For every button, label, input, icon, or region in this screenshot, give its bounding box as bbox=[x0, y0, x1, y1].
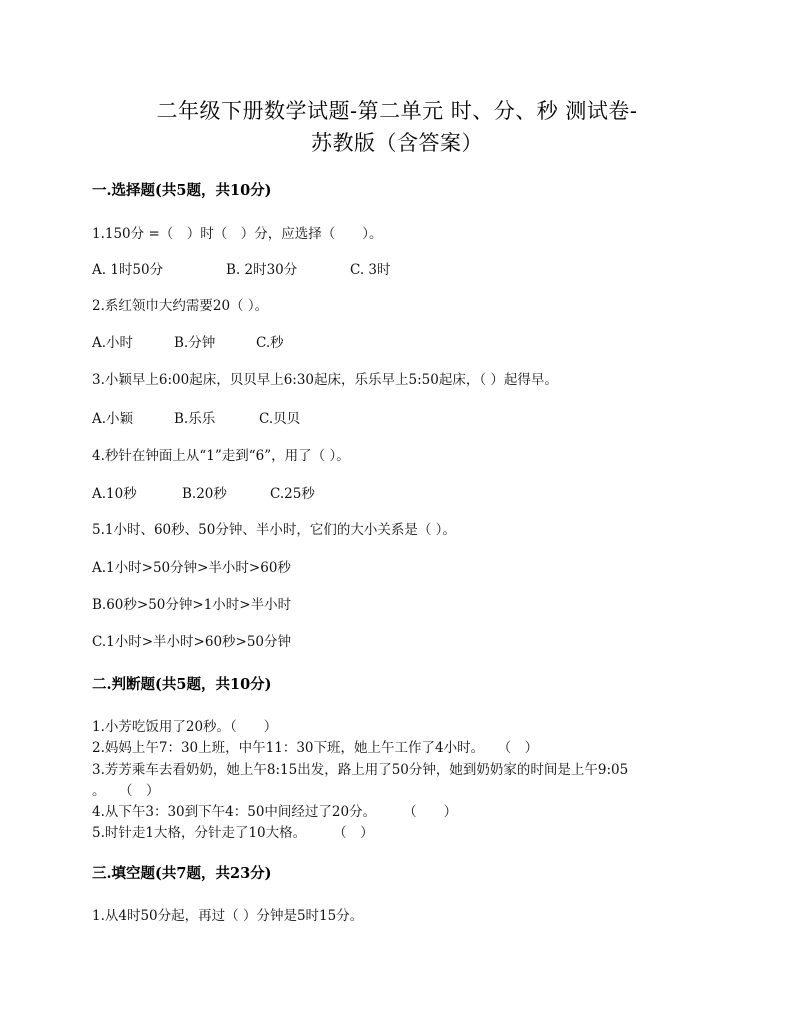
choice-question-5: 5.1小时、60秒、50分钟、半小时，它们的大小关系是（ ）。 bbox=[92, 522, 456, 538]
choice-option-2a: A.小时 bbox=[92, 335, 134, 351]
choice-option-4a: A.10秒 bbox=[92, 486, 137, 502]
choice-option-5c: C.1小时>半小时>60秒>50分钟 bbox=[92, 634, 292, 650]
judge-question-2: 2.妈妈上午7：30上班，中午11：30下班，她上午工作了4小时。 （ ） bbox=[92, 740, 539, 756]
page-title-line-2: 苏教版（含答案） bbox=[311, 131, 483, 155]
section-heading-judge: 二.判断题(共5题，共10分) bbox=[92, 676, 272, 693]
judge-question-1: 1.小芳吃饭用了20秒。（ ） bbox=[92, 719, 278, 735]
choice-option-3b: B.乐乐 bbox=[174, 411, 216, 427]
choice-option-3a: A.小颖 bbox=[92, 411, 134, 427]
choice-options-4 bbox=[92, 484, 315, 504]
choice-option-2c: C.秒 bbox=[256, 335, 284, 351]
choice-option-5b: B.60秒>50分钟>1小时>半小时 bbox=[92, 597, 292, 613]
choice-option-5a: A.1小时>50分钟>半小时>60秒 bbox=[92, 560, 291, 576]
judge-question-4: 4.从下午3：30到下午4：50中间经过了20分。 （ ） bbox=[92, 804, 458, 820]
choice-option-1b: B. 2时30分 bbox=[226, 262, 298, 278]
choice-question-1: 1.150分 =（ ）时（ ）分，应选择（ ）。 bbox=[92, 226, 383, 242]
choice-options-3 bbox=[92, 409, 300, 429]
judge-question-3: 3.芳芳乘车去看奶奶，她上午8:15出发，路上用了50分钟，她到奶奶家的时间是上午9:05 bbox=[92, 762, 629, 778]
choice-option-2b: B.分钟 bbox=[174, 335, 216, 351]
choice-option-1c: C. 3时 bbox=[350, 262, 391, 278]
choice-option-3c: C.贝贝 bbox=[259, 411, 301, 427]
section-heading-choice: 一.选择题(共5题，共10分) bbox=[92, 182, 272, 199]
section-heading-fill: 三.填空题(共7题，共23分) bbox=[92, 865, 272, 882]
choice-option-4c: C.25秒 bbox=[270, 486, 315, 502]
choice-options-1 bbox=[92, 260, 391, 280]
choice-question-2: 2.系红领巾大约需要20（ ）。 bbox=[92, 298, 269, 314]
fill-question-1: 1.从4时50分起，再过（ ）分钟是5时15分。 bbox=[92, 908, 364, 924]
choice-option-1a: A. 1时50分 bbox=[92, 262, 164, 278]
choice-options-2 bbox=[92, 333, 284, 353]
choice-question-4: 4.秒针在钟面上从“1”走到“6”，用了（ ）。 bbox=[92, 448, 350, 464]
judge-question-5: 5.时针走1大格，分针走了10大格。 （ ） bbox=[92, 825, 374, 841]
choice-question-3: 3.小颖早上6:00起床，贝贝早上6:30起床，乐乐早上5:50起床，（ ）起得早。 bbox=[92, 372, 558, 388]
choice-option-4b: B.20秒 bbox=[182, 486, 227, 502]
judge-question-3-cont: 。 （ ） bbox=[92, 783, 160, 799]
page-title-line-1: 二年级下册数学试题-第二单元 时、分、秒 测试卷- bbox=[156, 99, 638, 123]
